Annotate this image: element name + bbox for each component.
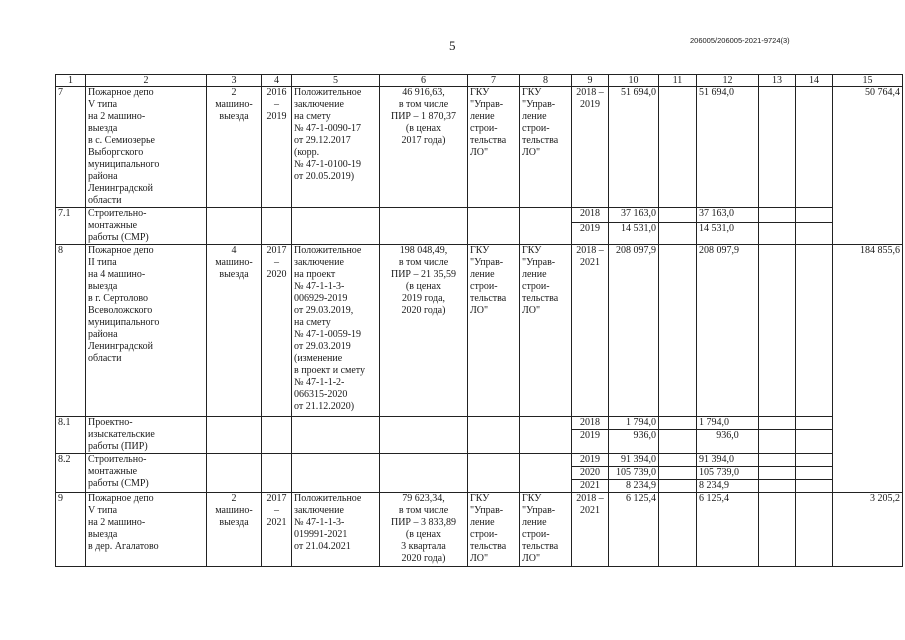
year: 2021 — [572, 480, 609, 493]
col14-empty — [796, 493, 833, 567]
row-number: 7 — [56, 87, 86, 208]
data-table — [55, 74, 903, 567]
header-cell: 12 — [697, 75, 759, 87]
empty-cell — [520, 208, 572, 245]
col15-empty — [833, 208, 903, 245]
object-name: Проектно- изыскательские работы (ПИР) — [86, 417, 207, 454]
col13-empty — [759, 208, 796, 223]
year: 2020 — [572, 467, 609, 480]
col10-value: 51 694,0 — [609, 87, 659, 208]
col11-empty — [659, 454, 697, 467]
header-cell: 6 — [380, 75, 468, 87]
builder: ГКУ "Управ- ление строи- тельства ЛО" — [520, 87, 572, 208]
header-cell: 2 — [86, 75, 207, 87]
years: 2018 – 2019 — [572, 87, 609, 208]
col11-empty — [659, 245, 697, 417]
table-row — [56, 208, 903, 223]
col10-value: 936,0 — [609, 430, 659, 454]
table-row — [56, 87, 903, 208]
col15-value: 184 855,6 — [833, 245, 903, 417]
col12-value: 208 097,9 — [697, 245, 759, 417]
period: 2016 – 2019 — [262, 87, 292, 208]
empty-cell — [262, 454, 292, 493]
estimated-cost: 46 916,63, в том числе ПИР – 1 870,37 (в ценах 2017 года) — [380, 87, 468, 208]
table-row — [56, 454, 903, 467]
document-code: 206005/206005-2021-9724(3) — [690, 36, 790, 45]
capacity: 4 машино- выезда — [207, 245, 262, 417]
col11-empty — [659, 480, 697, 493]
empty-cell — [380, 208, 468, 245]
object-name: Строительно- монтажные работы (СМР) — [86, 208, 207, 245]
col14-empty — [796, 480, 833, 493]
table-row — [56, 493, 903, 567]
col13-empty — [759, 467, 796, 480]
col14-empty — [796, 245, 833, 417]
period: 2017 – 2020 — [262, 245, 292, 417]
year: 2019 — [572, 430, 609, 454]
estimated-cost: 79 623,34, в том числе ПИР – 3 833,89 (в ценах 3 квартала 2020 года) — [380, 493, 468, 567]
header-cell: 13 — [759, 75, 796, 87]
col10-value: 37 163,0 — [609, 208, 659, 223]
col14-empty — [796, 430, 833, 454]
col15-value: 3 205,2 — [833, 493, 903, 567]
row-number: 8 — [56, 245, 86, 417]
col10-value: 91 394,0 — [609, 454, 659, 467]
table-row — [56, 245, 903, 417]
object-name: Пожарное депо V типа на 2 машино- выезда в с. Семиозерье Выборгского муниципального района Ленинградской области — [86, 87, 207, 208]
years: 2018 – 2021 — [572, 245, 609, 417]
empty-cell — [207, 208, 262, 245]
approval-document: Положительное заключение на проект № 47-1-1-3- 006929-2019 от 29.03.2019, на смету № 47-1-0059-19 от 29.03.2019 (изменение в проект и смету № 47-1-1-2- 066315-2020 от 21.12.2020) — [292, 245, 380, 417]
table-row — [56, 417, 903, 430]
col15-empty — [833, 417, 903, 493]
col10-value: 208 097,9 — [609, 245, 659, 417]
empty-cell — [292, 208, 380, 245]
row-number: 9 — [56, 493, 86, 567]
empty-cell — [207, 417, 262, 454]
object-name: Пожарное депо V типа на 2 машино- выезда в дер. Агалатово — [86, 493, 207, 567]
page-number: 5 — [449, 38, 456, 53]
col13-empty — [759, 430, 796, 454]
col14-empty — [796, 87, 833, 208]
header-cell: 4 — [262, 75, 292, 87]
header-cell: 14 — [796, 75, 833, 87]
years: 2018 – 2021 — [572, 493, 609, 567]
header-cell: 15 — [833, 75, 903, 87]
empty-cell — [262, 208, 292, 245]
capacity: 2 машино- выезда — [207, 493, 262, 567]
col12-value: 51 694,0 — [697, 87, 759, 208]
year: 2018 — [572, 417, 609, 430]
empty-cell — [292, 417, 380, 454]
col13-empty — [759, 222, 796, 244]
row-number: 7.1 — [56, 208, 86, 245]
empty-cell — [292, 454, 380, 493]
empty-cell — [380, 454, 468, 493]
year: 2019 — [572, 454, 609, 467]
empty-cell — [468, 417, 520, 454]
empty-cell — [262, 417, 292, 454]
col11-empty — [659, 87, 697, 208]
col13-empty — [759, 454, 796, 467]
empty-cell — [468, 208, 520, 245]
customer: ГКУ "Управ- ление строи- тельства ЛО" — [468, 493, 520, 567]
col11-empty — [659, 493, 697, 567]
col12-value: 105 739,0 — [697, 467, 759, 480]
col12-value: 14 531,0 — [697, 222, 759, 244]
capacity: 2 машино- выезда — [207, 87, 262, 208]
col12-value: 6 125,4 — [697, 493, 759, 567]
col14-empty — [796, 208, 833, 223]
empty-cell — [520, 417, 572, 454]
col11-empty — [659, 208, 697, 223]
object-name: Строительно- монтажные работы (СМР) — [86, 454, 207, 493]
col10-value: 6 125,4 — [609, 493, 659, 567]
empty-cell — [468, 454, 520, 493]
customer: ГКУ "Управ- ление строи- тельства ЛО" — [468, 87, 520, 208]
empty-cell — [520, 454, 572, 493]
col11-empty — [659, 417, 697, 430]
col14-empty — [796, 454, 833, 467]
col12-value: 8 234,9 — [697, 480, 759, 493]
col12-value: 936,0 — [697, 430, 759, 454]
header-cell: 1 — [56, 75, 86, 87]
row-number: 8.2 — [56, 454, 86, 493]
col10-value: 8 234,9 — [609, 480, 659, 493]
col14-empty — [796, 417, 833, 430]
year: 2019 — [572, 222, 609, 244]
col12-value: 91 394,0 — [697, 454, 759, 467]
col12-value: 1 794,0 — [697, 417, 759, 430]
estimated-cost: 198 048,49, в том числе ПИР – 21 35,59 (в ценах 2019 года, 2020 года) — [380, 245, 468, 417]
builder: ГКУ "Управ- ление строи- тельства ЛО" — [520, 493, 572, 567]
col10-value: 105 739,0 — [609, 467, 659, 480]
col15-value: 50 764,4 — [833, 87, 903, 208]
col11-empty — [659, 222, 697, 244]
approval-document: Положительное заключение № 47-1-1-3- 019991-2021 от 21.04.2021 — [292, 493, 380, 567]
header-cell: 11 — [659, 75, 697, 87]
customer: ГКУ "Управ- ление строи- тельства ЛО" — [468, 245, 520, 417]
header-cell: 9 — [572, 75, 609, 87]
col11-empty — [659, 467, 697, 480]
year: 2018 — [572, 208, 609, 223]
header-cell: 3 — [207, 75, 262, 87]
col13-empty — [759, 245, 796, 417]
header-cell: 5 — [292, 75, 380, 87]
object-name: Пожарное депо II типа на 4 машино- выезда в г. Сертолово Всеволожского муниципального района Ленинградской области — [86, 245, 207, 417]
header-cell: 10 — [609, 75, 659, 87]
col12-value: 37 163,0 — [697, 208, 759, 223]
col13-empty — [759, 493, 796, 567]
header-cell: 7 — [468, 75, 520, 87]
approval-document: Положительное заключение на смету № 47-1-0090-17 от 29.12.2017 (корр. № 47-1-0100-19 от 20.05.2019) — [292, 87, 380, 208]
col13-empty — [759, 87, 796, 208]
col14-empty — [796, 467, 833, 480]
builder: ГКУ "Управ- ление строи- тельства ЛО" — [520, 245, 572, 417]
col10-value: 14 531,0 — [609, 222, 659, 244]
row-number: 8.1 — [56, 417, 86, 454]
col14-empty — [796, 222, 833, 244]
empty-cell — [380, 417, 468, 454]
empty-cell — [207, 454, 262, 493]
header-cell: 8 — [520, 75, 572, 87]
col13-empty — [759, 480, 796, 493]
col13-empty — [759, 417, 796, 430]
col11-empty — [659, 430, 697, 454]
table-header-row — [56, 75, 903, 87]
col10-value: 1 794,0 — [609, 417, 659, 430]
period: 2017 – 2021 — [262, 493, 292, 567]
